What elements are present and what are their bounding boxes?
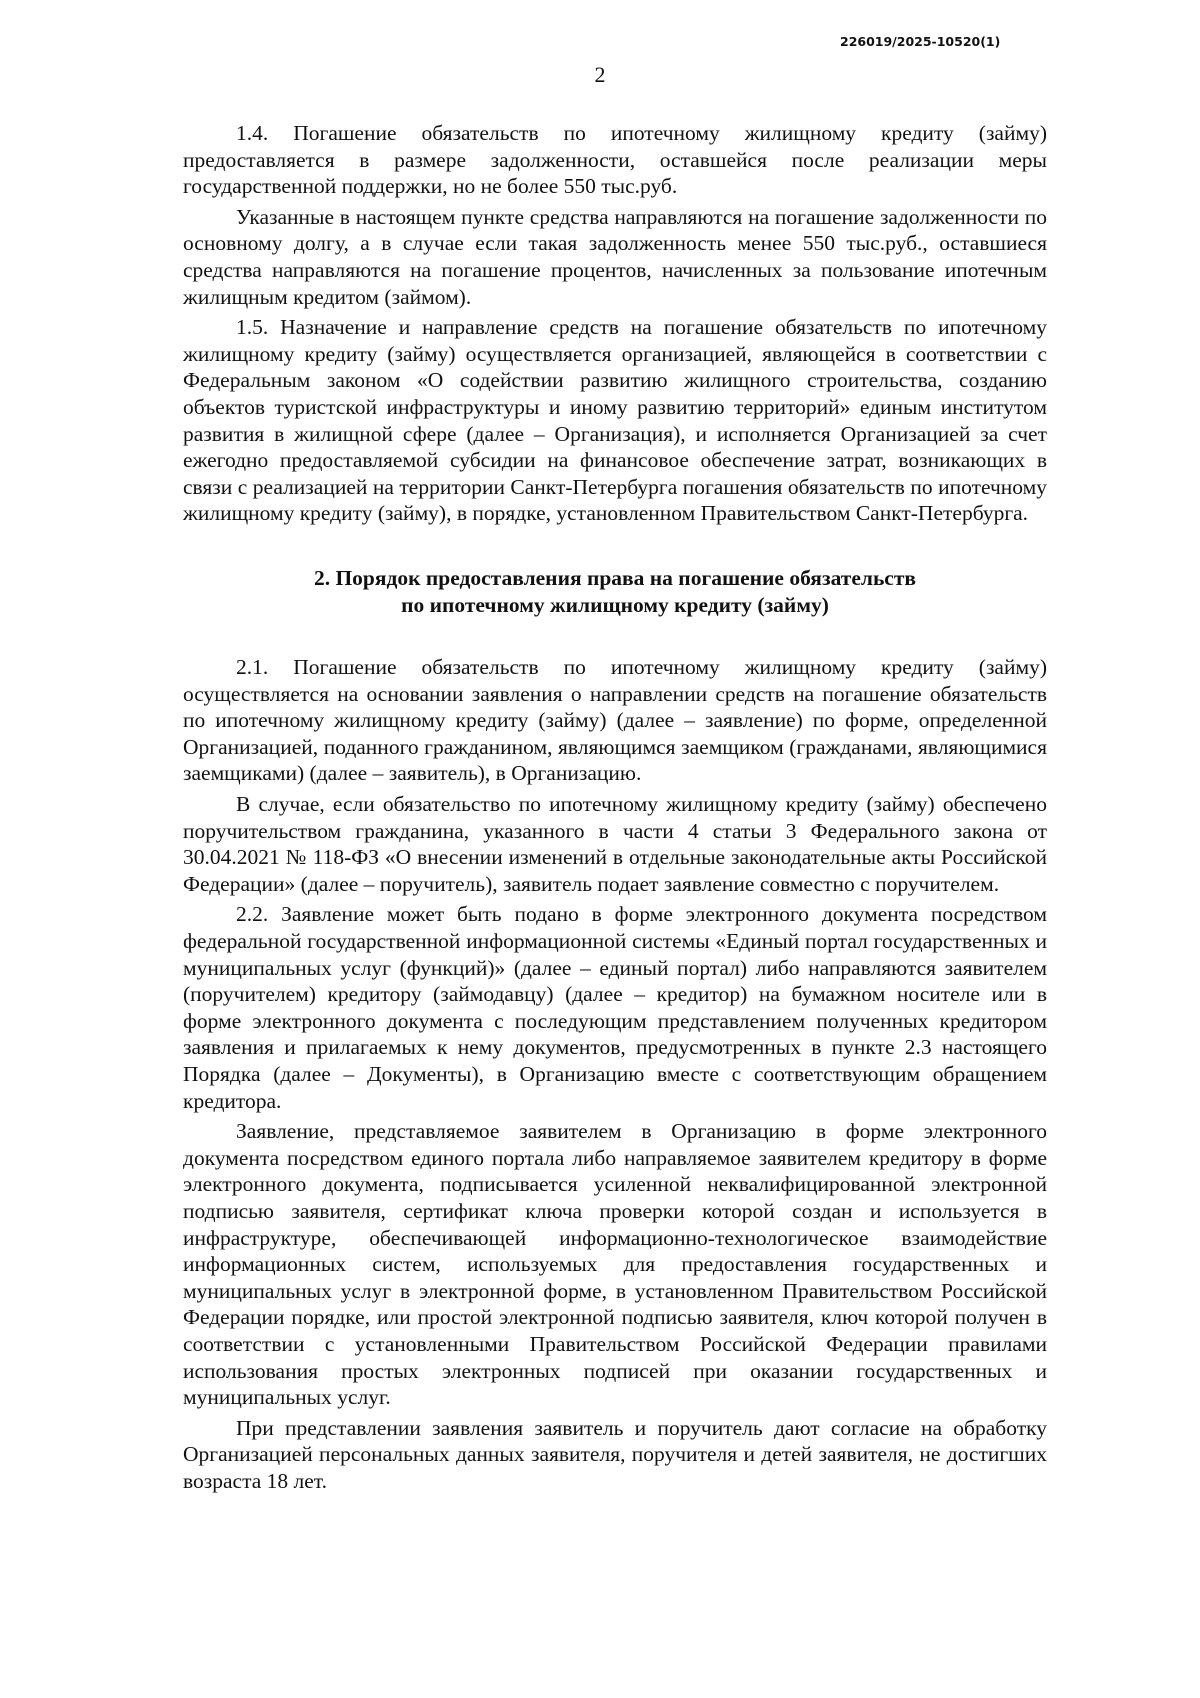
paragraph-2-1: 2.1. Погашение обязательств по ипотечному жилищному кредиту (займу) осуществляется на основании заявления о направлении средств на погашение обязательств по ипотечному жилищному кредиту (займу) (далее – заявление) по форме, определенной Организацией, поданного гражданином, являющимся заемщиком (гражданами, являющимися заемщиками) (далее – заявитель), в Организацию. [183,655,1047,786]
paragraph-1-4-funds: Указанные в настоящем пункте средства направляются на погашение задолженности по основному долгу, а в случае если такая задолженность менее 550 тыс.руб., оставшиеся средства направляются на погашение процентов, начисленных за пользование ипотечным жилищным кредитом (займом). [183,204,1047,309]
page-number: 2 [594,62,606,87]
paragraph-2-2: 2.2. Заявление может быть подано в форме электронного документа посредством федеральной государственной информационной системы «Единый портал государственных и муниципальных услуг (функций)» (далее – единый портал) либо направляются заявителем (поручителем) кредитору (займодавцу) (далее – кредитор) на бумажном носителе или в форме электронного документа с последующим представлением полученных кредитором заявления и прилагаемых к нему документов, предусмотренных в пункте 2.3 настоящего Порядка (далее – Документы), в Организацию вместе с соответствующим обращением кредитора. [183,902,1047,1113]
document-registration-number: 226019/2025-10520(1) [840,34,1001,49]
paragraph-1-4: 1.4. Погашение обязательств по ипотечному жилищному кредиту (займу) предоставляется в размере задолженности, оставшейся после реализации меры государственной поддержки, но не более 550 тыс.руб. [183,121,1047,199]
section-2-title-line-1: 2. Порядок предоставления права на погашение обязательств [313,565,917,590]
paragraph-2-2-personal-data-consent: При представлении заявления заявитель и поручитель дают согласие на обработку Организацией персональных данных заявителя, поручителя и детей заявителя, не достигших возраста 18 лет. [183,1415,1047,1493]
document-body [183,120,1047,1499]
paragraph-2-1-guarantor: В случае, если обязательство по ипотечному жилищному кредиту (займу) обеспечено поручительством гражданина, указанного в части 4 статьи 3 Федерального закона от 30.04.2021 № 118-ФЗ «О внесении изменений в отдельные законодательные акты Российской Федерации» (далее – поручитель), заявитель подает заявление совместно с поручителем. [183,792,1047,896]
paragraph-1-5: 1.5. Назначение и направление средств на погашение обязательств по ипотечному жилищному кредиту (займу) осуществляется организацией, являющейся в соответствии с Федеральным законом «О содействии развитию жилищного строительства, созданию объектов туристской инфраструктуры и иному развитию территорий» единым институтом развития в жилищной сфере (далее – Организация), и исполняется Организацией за счет ежегодно предоставляемой субсидии на финансовое обеспечение затрат, возникающих в связи с реализацией на территории Санкт-Петербурга погашения обязательств по ипотечному жилищному кредиту (займу), в порядке, установленном Правительством Санкт-Петербурга. [183,315,1047,526]
section-2-title-line-2: по ипотечному жилищному кредиту (займу) [401,592,829,617]
paragraph-2-2-electronic-signature: Заявление, представляемое заявителем в Организацию в форме электронного документа посредством единого портала либо направляемое заявителем кредитору в форме электронного документа, подписывается усиленной неквалифицированной электронной подписью заявителя, сертификат ключа проверки которой создан и используется в инфраструктуре, обеспечивающей информационно-технологическое взаимодействие информационных систем, используемых для предоставления государственных и муниципальных услуг в электронной форме, в установленном Правительством Российской Федерации порядке, или простой электронной подписью заявителя, ключ которой получен в соответствии с установленными Правительством Российской Федерации правилами использования простых электронных подписей при оказании государственных и муниципальных услуг. [183,1119,1047,1410]
section-2-heading [183,565,1047,618]
